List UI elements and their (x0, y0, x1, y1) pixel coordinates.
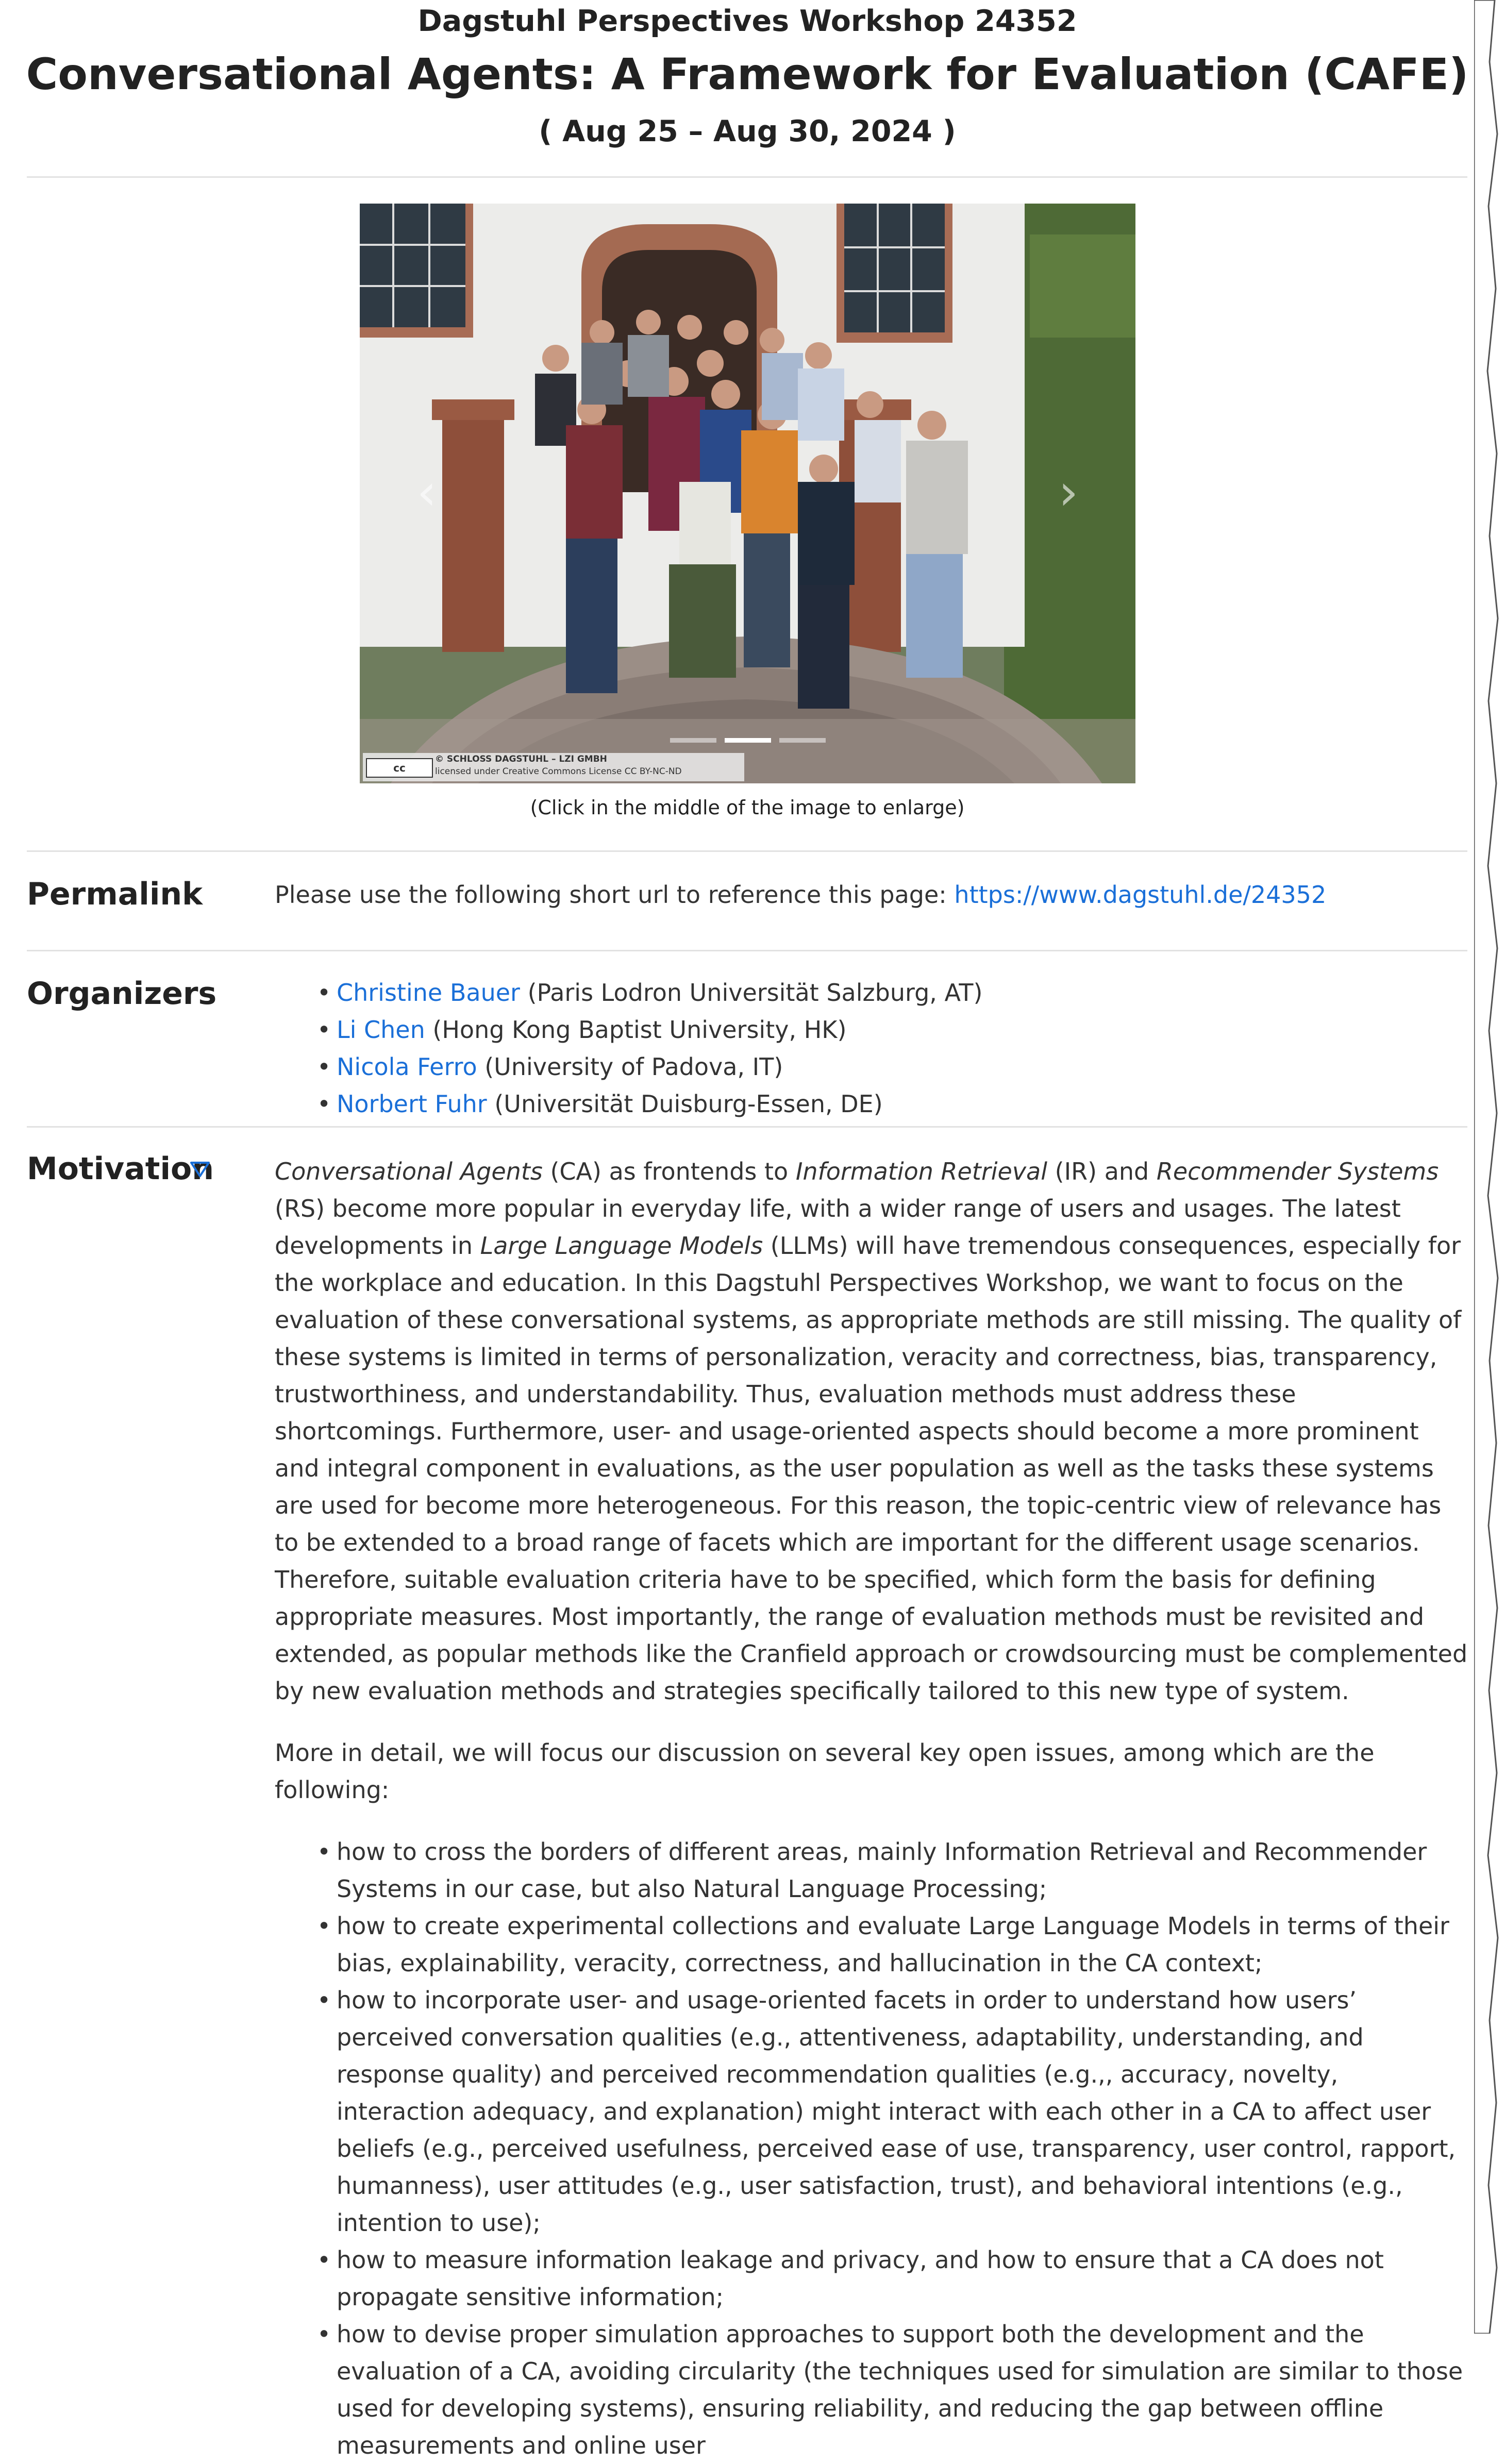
list-item: • how to measure information leakage and privacy, and how to ensure that a CA does not propagate sensitive information; (275, 2241, 1470, 2316)
triangle-down-icon[interactable] (190, 1160, 210, 1180)
workshop-series: Dagstuhl Perspectives Workshop 24352 (417, 4, 1077, 38)
list-item (275, 1085, 1460, 1122)
text-fragment: (RS) become more popular in everyday life, with a wider range of users and usages. The latest developments in (275, 1195, 1401, 1260)
carousel-indicator-2[interactable] (725, 738, 771, 743)
organizer-link[interactable]: Li Chen (337, 1016, 425, 1044)
page-title: Conversational Agents: A Framework for Evaluation (CAFE) (26, 49, 1469, 99)
motivation-paragraph (275, 1153, 1470, 1709)
divider (27, 850, 1467, 852)
permalink-description: Please use the following short url to reference this page: (275, 881, 955, 909)
organizer-affiliation: (Paris Lodron Universität Salzburg, AT) (520, 979, 983, 1007)
carousel-indicator-3[interactable] (779, 738, 826, 743)
text-fragment: (CA) as frontends to (542, 1158, 796, 1185)
carousel-indicators (360, 735, 1135, 745)
divider (27, 950, 1467, 951)
torn-page-edge (1474, 0, 1505, 2334)
term-information-retrieval: Information Retrieval (795, 1158, 1048, 1185)
open-issues-list (275, 1833, 1470, 2464)
text-fragment: (LLMs) will have tremendous consequences, especially for the workplace and education. In this Dagstuhl Perspectives Workshop, we want to focus on the evaluation of these conversational systems, as appropriate methods are still missing. The quality of these systems is limited in terms of personalization, veracity and correctness, bias, transparency, trustworthiness, and understandability. Thus, evaluation methods must address these shortcomings. Furthermore, user- and usage-oriented aspects should become a more prominent and integral component in evaluations, as the user population as well as the tasks these systems are used for become more heterogeneous. For this reason, the topic-centric view of relevance has to be extended to a broad range of facets which are important for the different usage scenarios. Therefore, suitable evaluation criteria have to be specified, which form the basis for defining appropriate measures. Most importantly, the range of evaluation methods must be revisited and extended, as popular methods like the Cranfield approach or crowdsourcing must be complemented by new evaluation methods and strategies specifically tailored to this new type of system. (275, 1232, 1468, 1705)
photo-carousel[interactable] (360, 204, 1135, 783)
list-item (275, 974, 1460, 1011)
organizers-list (275, 974, 1460, 1122)
list-item: • how to incorporate user- and usage-oriented facets in order to understand how users’ perceived conversation qualities (e.g., attentiveness, adaptability, understanding, and response quality) and perceived recommendation qualities (e.g.,, accuracy, novelty, interaction adequacy, and explanation) might interact with each other in a CA to affect user beliefs (e.g., perceived usefulness, perceived ease of use, transparency, user control, rapport, humanness), user attitudes (e.g., user satisfaction, trust), and behavioral intentions (e.g., intention to use); (275, 1982, 1470, 2241)
photo-credit (363, 753, 744, 781)
list-item (275, 1048, 1460, 1085)
permalink-label: Permalink (27, 876, 203, 912)
cc-license-icon: cc (366, 758, 433, 778)
list-item (275, 1011, 1460, 1048)
list-item: • how to devise proper simulation approaches to support both the development and the evaluation of a CA, avoiding circularity (the techniques used for simulation are similar to those used for developing systems), ensuring reliability, and reducing the gap between offline measurements and online user (275, 2316, 1470, 2464)
permalink-link[interactable]: https://www.dagstuhl.de/24352 (954, 881, 1327, 909)
carousel-next-button[interactable] (1045, 461, 1092, 523)
term-conversational-agents: Conversational Agents (275, 1158, 543, 1185)
workshop-dates: ( Aug 25 – Aug 30, 2024 ) (539, 114, 956, 148)
organizer-affiliation: (Universität Duisburg-Essen, DE) (487, 1090, 883, 1118)
term-large-language-models: Large Language Models (480, 1232, 763, 1260)
credit-line-1: © SCHLOSS DAGSTUHL – LZI GMBH (435, 754, 607, 764)
group-photo[interactable] (360, 204, 1135, 783)
enlarge-hint: (Click in the middle of the image to enlarge) (530, 796, 965, 819)
organizer-link[interactable]: Nicola Ferro (337, 1053, 477, 1081)
carousel-indicator-1[interactable] (670, 738, 716, 743)
motivation-body (275, 1153, 1470, 2464)
organizer-affiliation: (University of Padova, IT) (477, 1053, 783, 1081)
divider (27, 1126, 1467, 1128)
permalink-text (275, 876, 1470, 913)
text-fragment: (IR) and (1047, 1158, 1157, 1185)
motivation-paragraph: More in detail, we will focus our discussion on several key open issues, among which are the following: (275, 1739, 1375, 1804)
chevron-left-icon: ‹ (416, 463, 437, 521)
divider (27, 176, 1467, 178)
list-item: • how to cross the borders of different areas, mainly Information Retrieval and Recommender Systems in our case, but also Natural Language Processing; (275, 1833, 1470, 1907)
term-recommender-systems: Recommender Systems (1156, 1158, 1439, 1185)
organizer-link[interactable]: Christine Bauer (337, 979, 520, 1007)
organizers-label: Organizers (27, 976, 217, 1012)
organizer-link[interactable]: Norbert Fuhr (337, 1090, 487, 1118)
chevron-right-icon: › (1058, 463, 1079, 521)
list-item: • how to create experimental collections and evaluate Large Language Models in terms of their bias, explainability, veracity, correctness, and hallucination in the CA context; (275, 1907, 1470, 1982)
motivation-label: Motivation (27, 1151, 214, 1187)
organizer-affiliation: (Hong Kong Baptist University, HK) (425, 1016, 847, 1044)
carousel-prev-button[interactable] (404, 461, 450, 523)
credit-line-2: licensed under Creative Commons License CC BY-NC-ND (435, 766, 682, 777)
